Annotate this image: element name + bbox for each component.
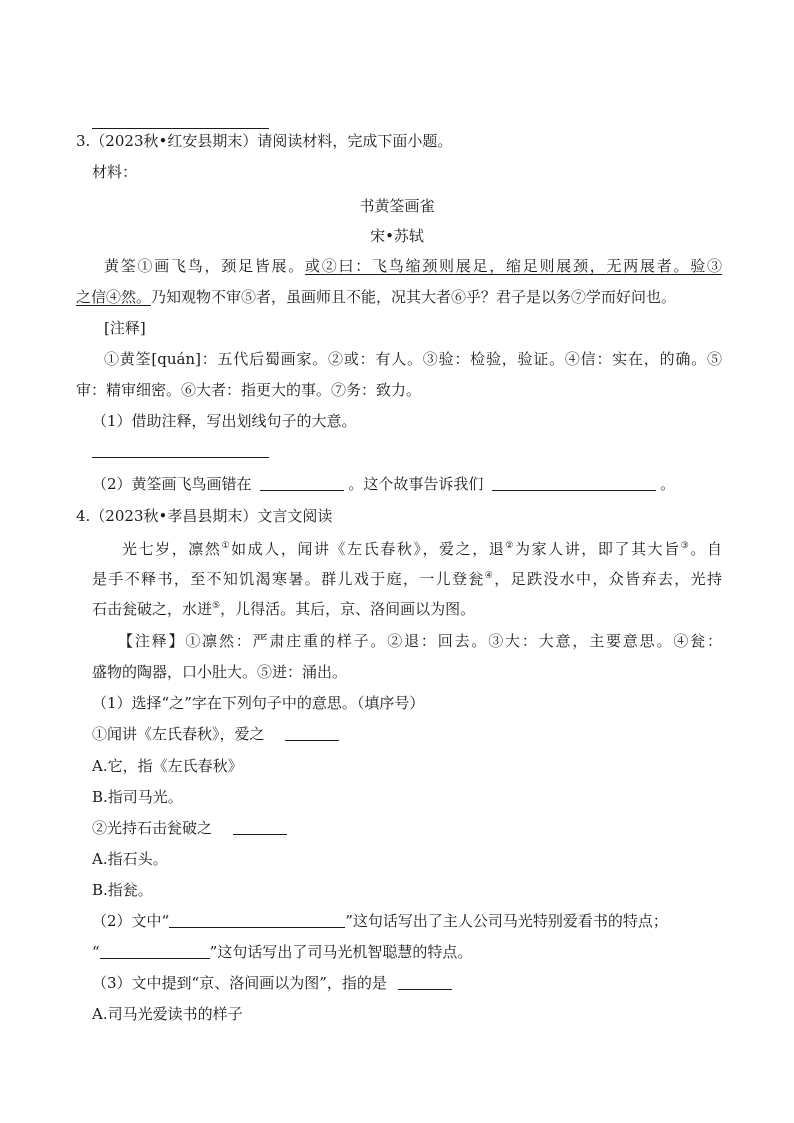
q3-sub2-text: （2）黄筌画飞鸟画错在 (92, 475, 252, 493)
q4-notes-line1: 【注释】①凛然：严肃庄重的样子。②退：回去。③大：大意，主要意思。④瓮： (118, 632, 722, 650)
q4-text: 如成人，闻讲《左氏春秋》，爱之，退 (231, 540, 506, 558)
q4-sub2-blank2[interactable] (100, 943, 210, 959)
q3-notes-line1: ①黄筌[quán]：五代后蜀画家。②或：有人。③验：检验，验证。④信：实在，的确。⑤ (104, 350, 722, 368)
q4-item1-option-a: A.它，指《左氏春秋》 (92, 757, 243, 775)
q4-item2 (92, 818, 287, 838)
q3-passage-text-end: 乃知观物不审⑤者，虽画师且不能，况其大者⑥乎？君子是以务⑦学而好问也。 (151, 288, 677, 306)
q4-text: 是手不释书，至不知饥渴寒暑。群儿戏于庭，一儿登瓮 (92, 570, 485, 588)
q4-sub2-text4: ”这句话写出了司马光机智聪慧的特点。 (209, 943, 473, 961)
q4-passage-line3 (92, 599, 475, 619)
q4-footnote-mark: ⑤ (212, 601, 221, 611)
q3-sub2-blank1[interactable] (260, 475, 344, 491)
q4-sub3-option-a: A.司马光爱读书的样子 (92, 1005, 243, 1023)
q4-text: 光七岁，凛然 (122, 540, 222, 558)
q3-sub2-blank2[interactable] (492, 475, 656, 491)
q3-passage-line1 (104, 256, 722, 276)
q4-sub2-line1 (92, 911, 668, 931)
q3-sub2-text3: 。 (660, 475, 676, 493)
q4-footnote-mark: ② (505, 541, 516, 551)
q3-material-label: 材料： (92, 163, 138, 181)
q3-sub2-text2: 。这个故事告诉我们 (348, 475, 484, 493)
q4-text: ，儿得活。其后，京、洛间画以为图。 (220, 600, 476, 618)
q4-text: 为家人讲，即了其大旨 (515, 540, 681, 558)
q4-sub3-blank[interactable] (398, 974, 452, 990)
q4-item1-blank[interactable] (285, 725, 339, 741)
q4-item2-blank[interactable] (233, 819, 287, 835)
q4-sub1: （1）选择“之”字在下列句子中的意思。（填序号） (92, 694, 425, 712)
q4-sub2-blank1[interactable] (169, 912, 345, 928)
q4-sub3 (92, 973, 452, 993)
q3-sub1-blank[interactable] (92, 442, 269, 458)
q3-underlined-sentence: 或②曰：飞鸟缩颈则展足，缩足则展颈，无两展者。验③ (305, 257, 722, 275)
q4-heading: 4.（2023秋•孝昌县期末）文言文阅读 (76, 507, 333, 525)
q3-passage-title: 书黄筌画雀 (359, 197, 435, 215)
q4-sub2-line2 (92, 942, 472, 962)
q4-passage-line2 (92, 569, 722, 589)
q4-text: 。自 (690, 540, 722, 558)
q4-passage-line1 (122, 539, 722, 559)
q4-item2-text: ②光持石击瓮破之 (92, 819, 213, 837)
q3-notes-line2: 审：精审细密。⑥大者：指更大的事。⑦务：致力。 (76, 381, 422, 399)
q4-item1-option-b: B.指司马光。 (92, 788, 183, 806)
q4-footnote-mark: ④ (484, 571, 495, 581)
q4-footnote-mark: ③ (680, 541, 691, 551)
q4-item2-option-a: A.指石头。 (92, 850, 168, 868)
q4-sub2-text: （2）文中“ (92, 912, 170, 930)
q4-sub3-text: （3）文中提到“京、洛间画以为图”，指的是 (92, 974, 387, 992)
q3-heading: 3.（2023秋•红安县期末）请阅读材料，完成下面小题。 (76, 132, 453, 150)
q4-text: ，足跌没水中，众皆弃去，光持 (494, 570, 722, 588)
q3-passage-text: 黄筌①画飞鸟，颈足皆展。 (104, 257, 305, 275)
q4-item1 (92, 724, 339, 744)
q3-passage-author: 宋•苏轼 (370, 227, 424, 245)
q4-text: 石击瓮破之，水迸 (92, 600, 213, 618)
q4-sub2-text2: ”这句话写出了主人公司马光特别爱看书的特点； (345, 912, 668, 930)
q4-notes-line2: 盛物的陶器，口小肚大。⑤迸：涌出。 (92, 663, 348, 681)
q4-sub2-text3: “ (92, 943, 100, 961)
q4-item1-text: ①闻讲《左氏春秋》，爱之 (92, 725, 265, 743)
answer-blank[interactable] (92, 113, 269, 129)
q3-sub2 (92, 474, 675, 494)
q4-footnote-mark: ① (221, 541, 232, 551)
q3-sub1: （1）借助注释，写出划线句子的大意。 (92, 412, 357, 430)
q4-item2-option-b: B.指瓮。 (92, 881, 153, 899)
answer-line-top (92, 112, 269, 132)
q3-sub1-answer (92, 441, 269, 461)
q3-passage-line2 (76, 287, 676, 307)
q3-note-label: [注释] (104, 319, 146, 337)
q3-underlined-sentence-end: 之信④然。 (76, 288, 152, 306)
